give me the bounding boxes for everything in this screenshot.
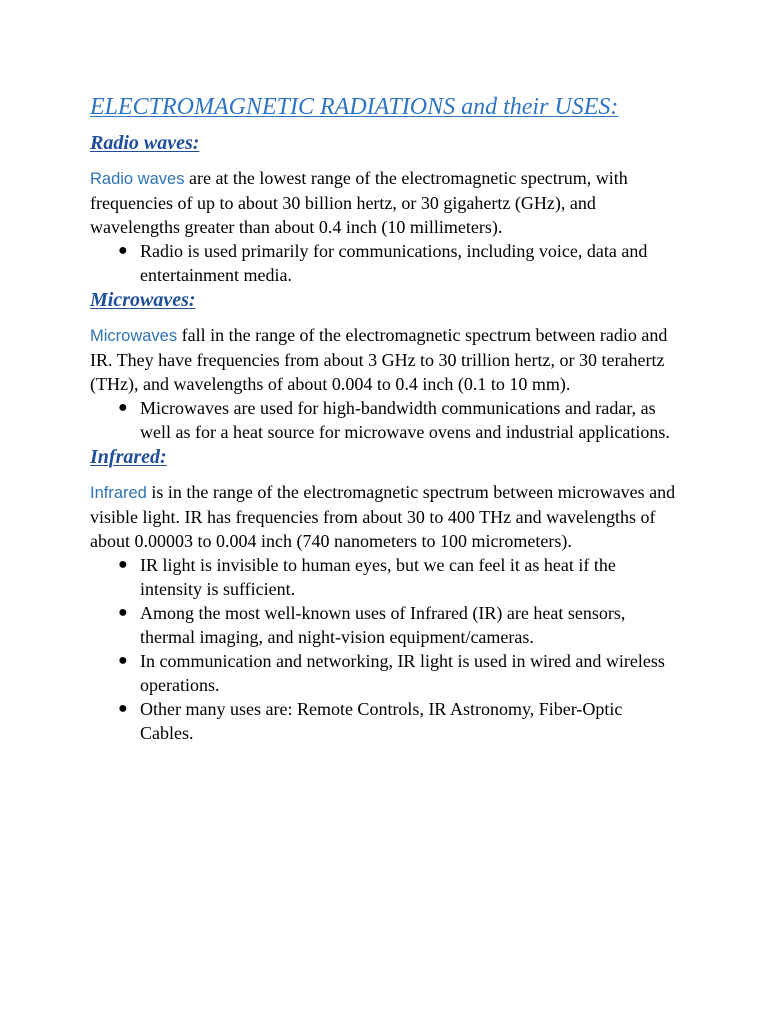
bullet-icon: ● [118, 700, 128, 717]
list-item [90, 553, 680, 601]
bullet-icon: ● [118, 556, 128, 573]
list-item-text: Among the most well-known uses of Infrared (IR) are heat sensors, thermal imaging, and night-vision equipment/cameras. [140, 603, 626, 647]
lead-term: Infrared [90, 484, 147, 502]
list-item-text: IR light is invisible to human eyes, but we can feel it as heat if the intensity is sufficient. [140, 555, 616, 599]
list-item [90, 697, 680, 745]
bullet-list [90, 553, 690, 745]
section-paragraph [90, 166, 680, 239]
section-heading: Microwaves: [90, 289, 196, 311]
section-infrared [90, 444, 690, 745]
bullet-list [90, 396, 690, 444]
lead-term: Microwaves [90, 327, 178, 345]
bullet-icon: ● [118, 652, 128, 669]
section-heading: Radio waves: [90, 132, 200, 154]
list-item-text: In communication and networking, IR light is used in wired and wireless operations. [140, 651, 665, 695]
lead-term: Radio waves [90, 170, 185, 188]
paragraph-text: is in the range of the electromagnetic spectrum between microwaves and visible light. IR has frequencies from about 30 to 400 THz and wavelengths of about 0.00003 to 0.004 inch (740 nanometers to 100 micrometers). [90, 482, 676, 551]
list-item [90, 601, 680, 649]
list-item-text: Microwaves are used for high-bandwidth communications and radar, as well as for a heat source for microwave ovens and industrial applications. [140, 398, 670, 442]
document-page [90, 92, 690, 745]
bullet-icon: ● [118, 242, 128, 259]
list-item [90, 239, 680, 287]
bullet-icon: ● [118, 399, 128, 416]
list-item-text: Other many uses are: Remote Controls, IR Astronomy, Fiber-Optic Cables. [140, 699, 623, 743]
paragraph-text: fall in the range of the electromagnetic spectrum between radio and IR. They have frequencies from about 3 GHz to 30 trillion hertz, or 30 terahertz (THz), and wavelengths of about 0.004 to 0.4 inch (0.1 to 10 mm). [90, 325, 668, 394]
list-item-text: Radio is used primarily for communications, including voice, data and entertainment media. [140, 241, 648, 285]
section-paragraph [90, 323, 680, 396]
section-heading: Infrared: [90, 446, 167, 468]
list-item [90, 396, 680, 444]
section-microwaves [90, 287, 690, 444]
bullet-list [90, 239, 690, 287]
paragraph-text: are at the lowest range of the electromagnetic spectrum, with frequencies of up to about 30 billion hertz, or 30 gigahertz (GHz), and wavelengths greater than about 0.4 inch (10 millimeters). [90, 168, 628, 237]
section-paragraph [90, 480, 680, 553]
list-item [90, 649, 680, 697]
document-title: ELECTROMAGNETIC RADIATIONS and their USES: [90, 94, 619, 120]
section-radio-waves [90, 130, 690, 287]
bullet-icon: ● [118, 604, 128, 621]
